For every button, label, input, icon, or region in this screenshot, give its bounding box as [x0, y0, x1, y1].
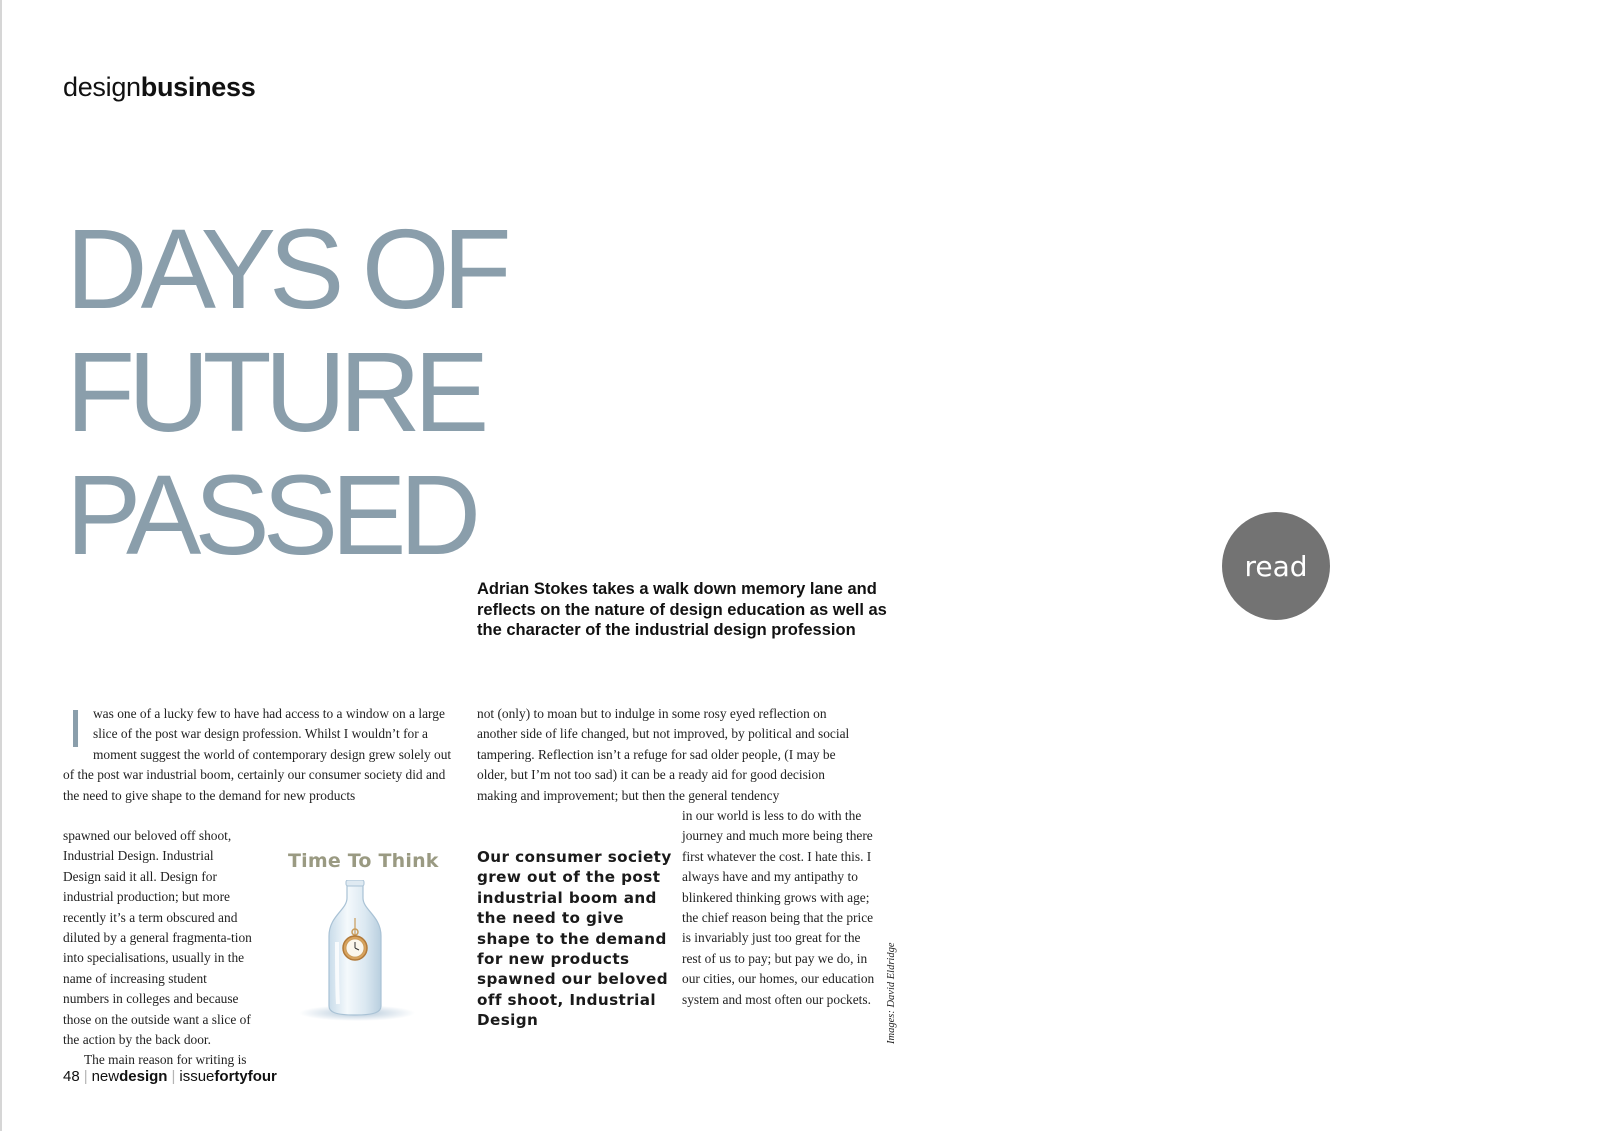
- drop-cap: I: [68, 699, 84, 759]
- body-paragraph-1: was one of a lucky few to have had access to a window on a large slice of the post war design profession. Whilst I wouldn’t for a moment suggest the world of contemporary design grew solely out of the post war industrial boom, certainly our consumer society did and the need to give shape to the demand for new products: [63, 706, 452, 803]
- body-paragraph-1-cont: spawned our beloved off shoot, Industrial Design. Industrial Design said it all. Design for industrial production; but more recently it’s a term obscured and diluted by a general fragmenta-tion into specialisations, usually in the name of increasing student numbers in colleges and because those on the outside want a slice of the action by the back door.: [63, 828, 252, 1048]
- headline-line-3: PASSED: [66, 452, 475, 578]
- page-edge: [0, 0, 2, 1131]
- pull-quote: Our consumer society grew out of the post industrial boom and the need to give shape to the demand for new products spawned our beloved off shoot, Industrial Design: [477, 848, 672, 1030]
- body-paragraph-2-cont: not (only) to moan but to indulge in some rosy eyed reflection on another side of life changed, but not improved, by political and social tampering. Reflection isn’t a refuge for sad older people, (I may be older, but I’m not too sad) it can be a ready aid for good decision making and improvement; but then the general tendency: [477, 706, 850, 803]
- headline-line-2: FUTURE: [66, 329, 483, 455]
- issue-bold: fortyfour: [214, 1068, 277, 1085]
- article-headline: [66, 208, 505, 577]
- bottle-with-pocket-watch-icon: [297, 880, 427, 1025]
- page-number: 48: [63, 1068, 80, 1085]
- body-column-1-narrow: [63, 826, 253, 1071]
- body-paragraph-2: The main reason for writing is: [84, 1052, 247, 1068]
- section-label: [63, 72, 255, 103]
- body-column-2-top: [477, 704, 862, 806]
- illustration-title: Time To Think: [288, 850, 439, 872]
- magazine-name-bold: design: [119, 1068, 168, 1085]
- read-badge[interactable]: read: [1222, 512, 1330, 620]
- page-footer: [63, 1068, 277, 1085]
- section-label-bold: business: [140, 72, 256, 102]
- image-credit: Images: David Eldridge: [886, 942, 897, 1044]
- body-column-1-top: [63, 699, 458, 806]
- issue-light: issue: [179, 1068, 215, 1085]
- headline-line-1: DAYS OF: [66, 206, 505, 332]
- magazine-name-light: new: [91, 1068, 120, 1085]
- author-name: Adrian Stokes: [477, 580, 588, 598]
- footer-divider: |: [83, 1068, 88, 1085]
- section-label-light: design: [63, 72, 141, 102]
- standfirst-text: takes a walk down memory lane and reflects on the nature of design education as well as the character of the industrial design profession: [477, 580, 887, 639]
- standfirst: [477, 579, 897, 641]
- body-column-3: [682, 806, 877, 1010]
- body-paragraph-2-end: in our world is less to do with the journey and much more being there first whatever the cost. I hate this. I always have and my antipathy to blinkered thinking grows with age; the chief reason being that the price is invariably just too great for the rest of us to pay; but pay we do, in our cities, our homes, our education system and most often our pockets.: [682, 808, 875, 1007]
- footer-divider: |: [171, 1068, 176, 1085]
